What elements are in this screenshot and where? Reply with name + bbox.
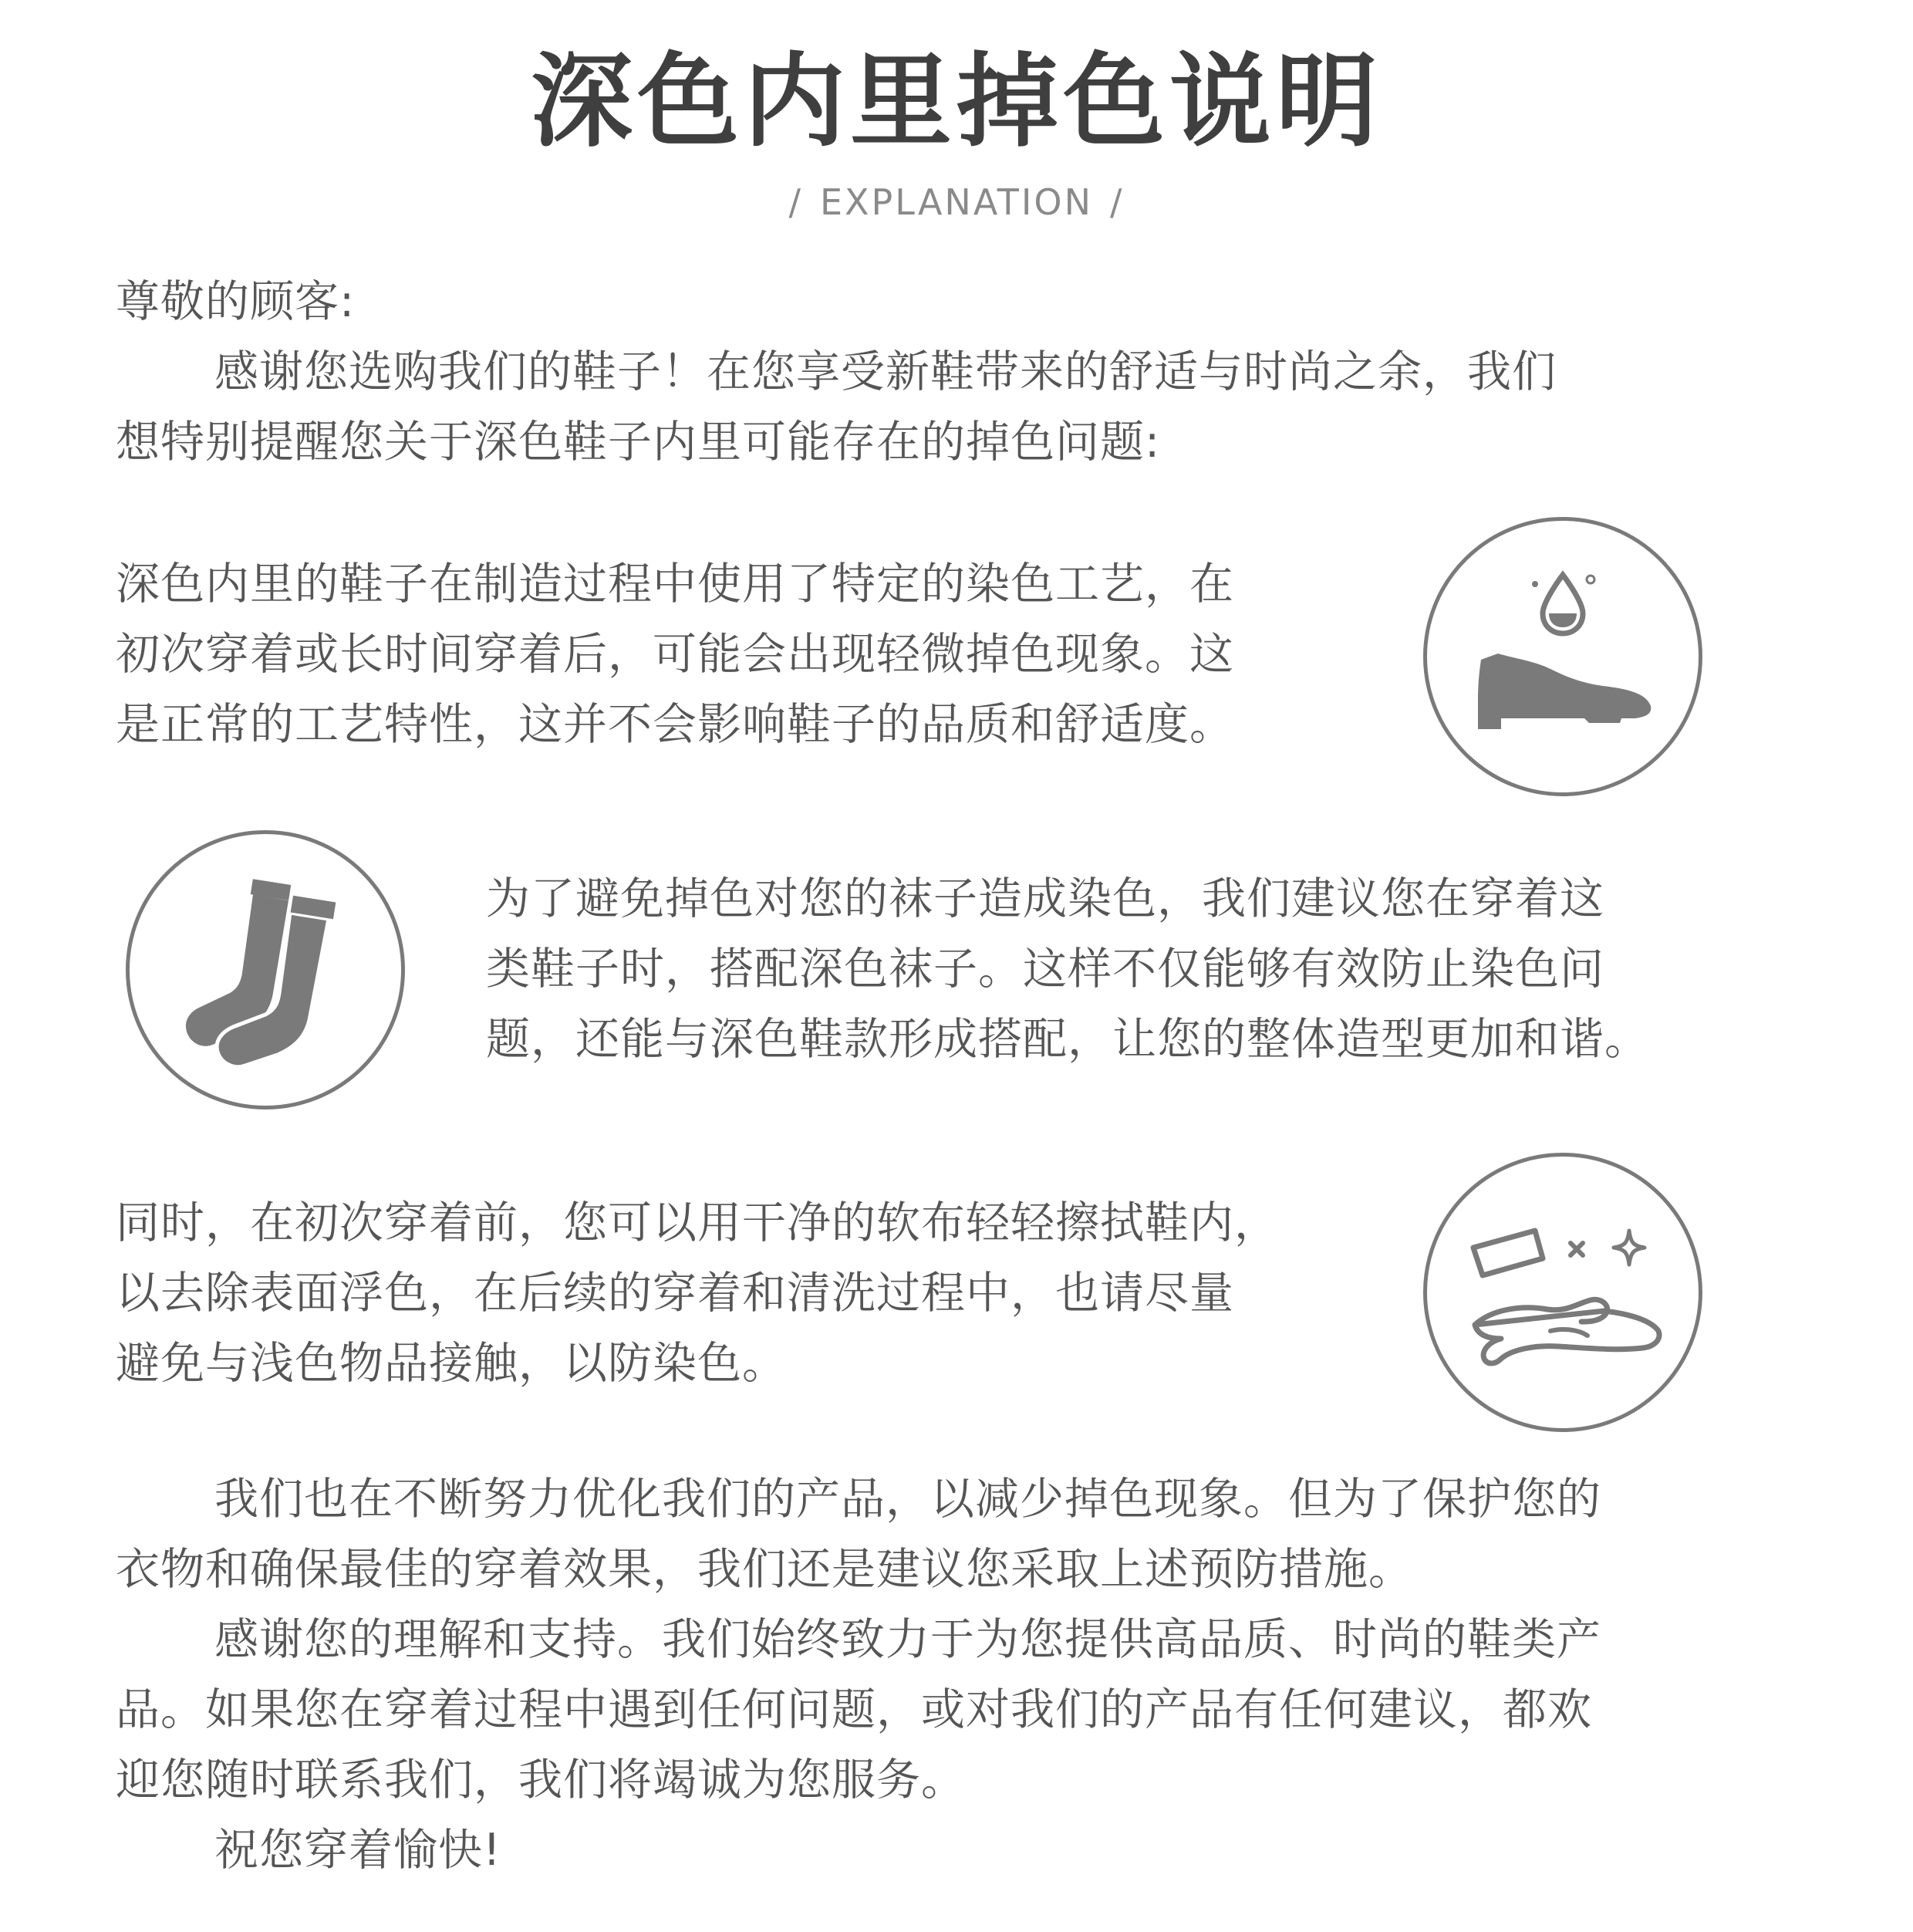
closing-p1-line-2: 衣物和确保最佳的穿着效果，我们还是建议您采取上述预防措施。 — [116, 1544, 1413, 1595]
page-title: 深色内里掉色说明 — [531, 42, 1382, 161]
section-2-text — [486, 864, 1649, 1075]
greeting: 尊敬的顾客: — [116, 276, 356, 327]
section-1-text — [116, 549, 1234, 760]
section-3-line-2: 以去除表面浮色，在后续的穿着和清洗过程中，也请尽量 — [116, 1268, 1234, 1319]
section-1-line-3: 是正常的工艺特性，这并不会影响鞋子的品质和舒适度。 — [116, 699, 1234, 750]
section-2-line-1: 为了避免掉色对您的袜子造成染色，我们建议您在穿着这 — [486, 873, 1604, 924]
section-2-line-2: 类鞋子时，搭配深色袜子。这样不仅能够有效防止染色问 — [486, 944, 1604, 995]
socks-icon — [130, 834, 401, 1106]
closing-block — [116, 1464, 1601, 1886]
section-2-line-3: 题，还能与深色鞋款形成搭配，让您的整体造型更加和谐。 — [486, 1014, 1649, 1065]
closing-p2-line-1: 感谢您的理解和支持。我们始终致力于为您提供高品质、时尚的鞋类产 — [214, 1614, 1601, 1665]
intro-line-2: 想特别提醒您关于深色鞋子内里可能存在的掉色问题: — [116, 417, 1161, 468]
shoe-circle — [1423, 517, 1702, 796]
closing-p3: 祝您穿着愉快! — [214, 1825, 501, 1876]
shoe-water-drop-icon — [1427, 521, 1699, 792]
closing-p1-line-1: 我们也在不断努力优化我们的产品，以减少掉色现象。但为了保护您的 — [214, 1474, 1601, 1525]
section-1-line-2: 初次穿着或长时间穿着后，可能会出现轻微掉色现象。这 — [116, 629, 1234, 680]
cleaning-circle — [1423, 1153, 1702, 1432]
intro-block — [116, 267, 1557, 478]
socks-circle — [126, 830, 405, 1110]
section-3-line-3: 避免与浅色物品接触，以防染色。 — [116, 1338, 787, 1389]
subtitle-slash-left: / — [788, 181, 803, 223]
section-1-line-1: 深色内里的鞋子在制造过程中使用了特定的染色工艺，在 — [116, 559, 1234, 610]
subtitle-slash-right: / — [1110, 181, 1125, 223]
cleaning-cloth-icon — [1427, 1157, 1699, 1428]
section-3-line-1: 同时，在初次穿着前，您可以用干净的软布轻轻擦拭鞋内， — [116, 1197, 1279, 1248]
page-subtitle — [0, 179, 1913, 225]
closing-p2-line-2: 品。如果您在穿着过程中遇到任何问题，或对我们的产品有任何建议，都欢 — [116, 1684, 1592, 1735]
intro-line-1: 感谢您选购我们的鞋子！在您享受新鞋带来的舒适与时尚之余，我们 — [214, 346, 1557, 397]
closing-p2-line-3: 迎您随时联系我们，我们将竭诚为您服务。 — [116, 1755, 966, 1805]
subtitle-text: EXPLANATION — [819, 181, 1094, 223]
section-3-text — [116, 1188, 1279, 1399]
